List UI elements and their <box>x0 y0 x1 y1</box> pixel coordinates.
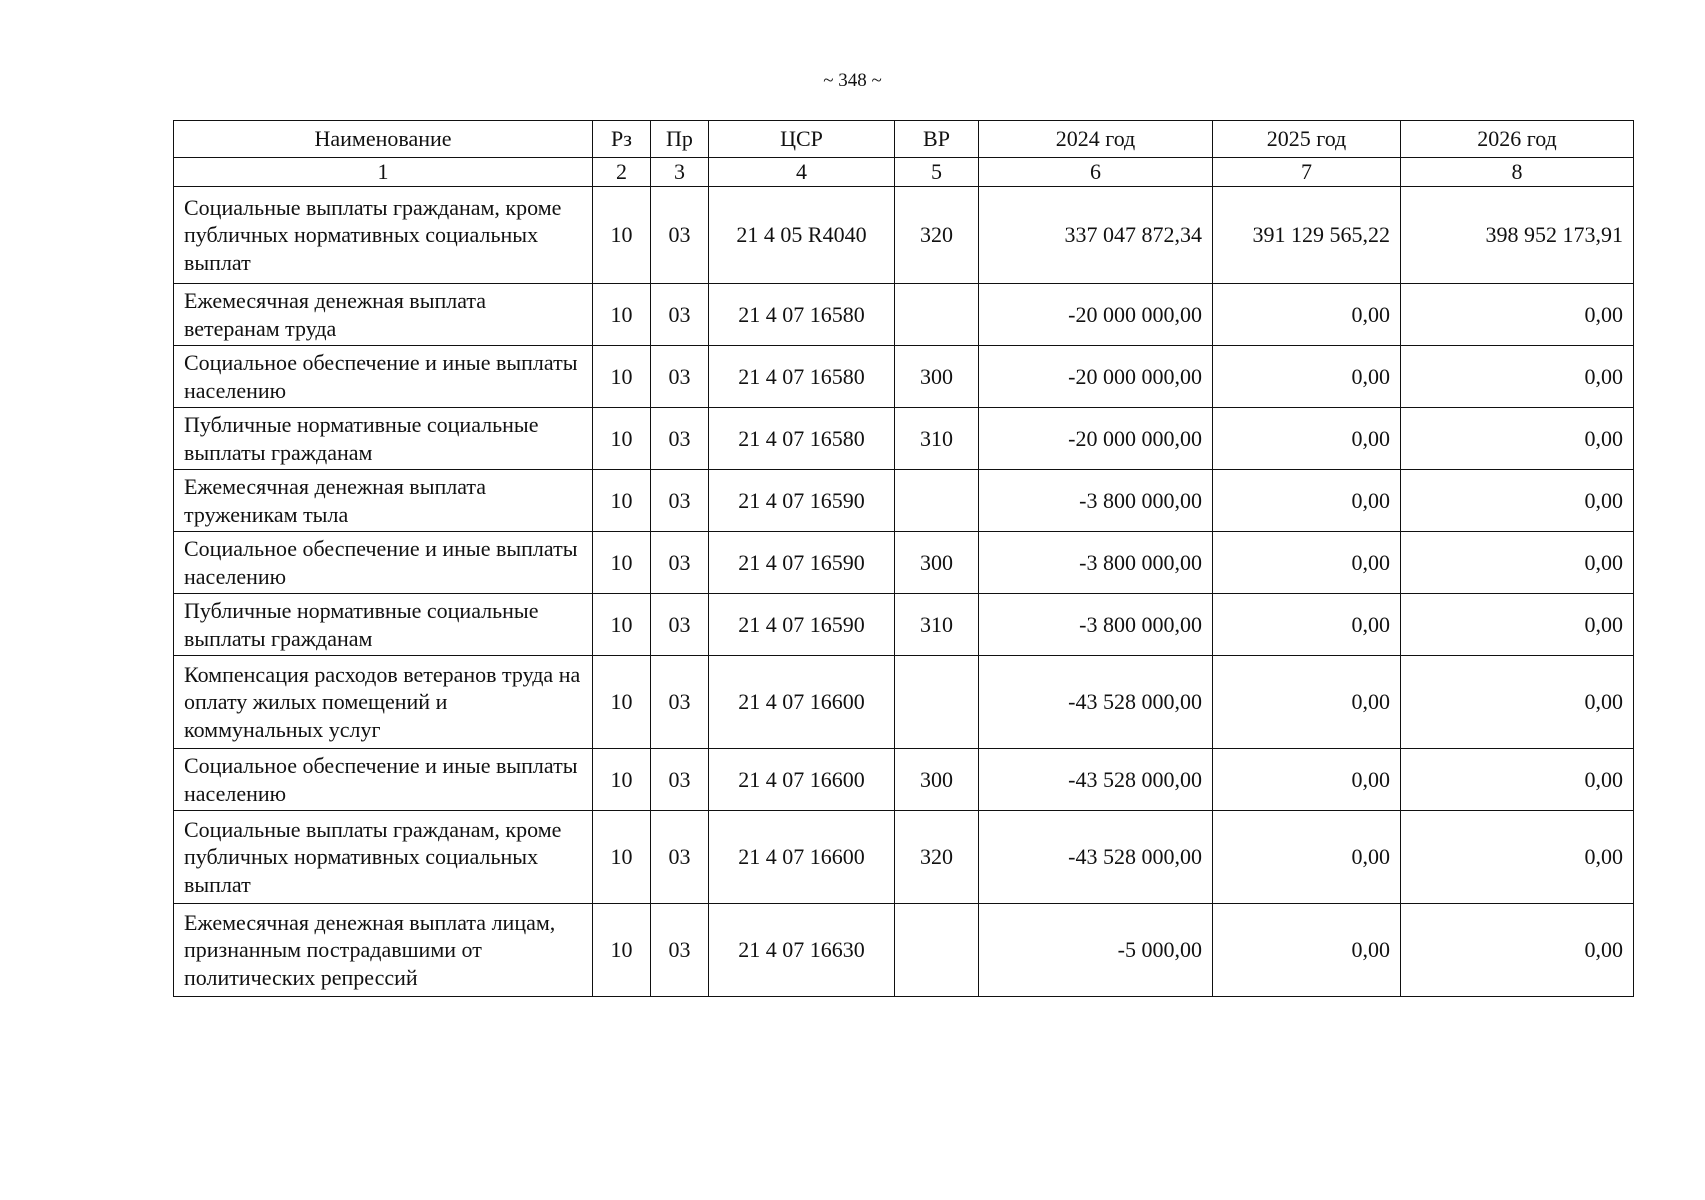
row-2024-cell: -43 528 000,00 <box>979 749 1213 811</box>
column-number: 2 <box>593 158 651 187</box>
header-pr: Пр <box>651 121 709 158</box>
row-2026-cell: 0,00 <box>1401 656 1634 749</box>
row-rz-cell: 10 <box>593 284 651 346</box>
row-name-cell: Публичные нормативные социальные выплаты гражданам <box>174 408 593 470</box>
row-csr-cell: 21 4 07 16580 <box>709 408 895 470</box>
row-vr-cell: 300 <box>895 346 979 408</box>
row-pr-cell: 03 <box>651 532 709 594</box>
table-row <box>174 904 1634 997</box>
row-name-cell: Социальные выплаты гражданам, кроме публичных нормативных социальных выплат <box>174 811 593 904</box>
header-csr: ЦСР <box>709 121 895 158</box>
row-csr-cell: 21 4 07 16600 <box>709 749 895 811</box>
table-row <box>174 749 1634 811</box>
row-2026-cell: 0,00 <box>1401 408 1634 470</box>
row-2025-cell: 0,00 <box>1213 656 1401 749</box>
row-name-cell: Социальное обеспечение и иные выплаты населению <box>174 532 593 594</box>
row-rz-cell: 10 <box>593 532 651 594</box>
row-name-cell: Ежемесячная денежная выплата ветеранам труда <box>174 284 593 346</box>
column-number: 6 <box>979 158 1213 187</box>
row-pr-cell: 03 <box>651 594 709 656</box>
row-name-cell: Социальное обеспечение и иные выплаты населению <box>174 749 593 811</box>
row-2026-cell: 0,00 <box>1401 594 1634 656</box>
row-2025-cell: 0,00 <box>1213 346 1401 408</box>
row-vr-cell <box>895 656 979 749</box>
row-2026-cell: 0,00 <box>1401 532 1634 594</box>
row-pr-cell: 03 <box>651 749 709 811</box>
row-2026-cell: 0,00 <box>1401 904 1634 997</box>
column-number: 3 <box>651 158 709 187</box>
column-number: 4 <box>709 158 895 187</box>
table-row <box>174 811 1634 904</box>
row-rz-cell: 10 <box>593 656 651 749</box>
row-vr-cell: 300 <box>895 532 979 594</box>
row-csr-cell: 21 4 07 16630 <box>709 904 895 997</box>
table-row <box>174 284 1634 346</box>
row-rz-cell: 10 <box>593 408 651 470</box>
page-number: ~ 348 ~ <box>823 70 882 91</box>
row-name-cell: Социальные выплаты гражданам, кроме публичных нормативных социальных выплат <box>174 187 593 284</box>
row-csr-cell: 21 4 07 16590 <box>709 594 895 656</box>
row-pr-cell: 03 <box>651 346 709 408</box>
row-rz-cell: 10 <box>593 811 651 904</box>
row-vr-cell: 300 <box>895 749 979 811</box>
row-rz-cell: 10 <box>593 187 651 284</box>
row-pr-cell: 03 <box>651 811 709 904</box>
column-number: 5 <box>895 158 979 187</box>
budget-table <box>173 120 1634 997</box>
row-rz-cell: 10 <box>593 470 651 532</box>
row-pr-cell: 03 <box>651 470 709 532</box>
table-row <box>174 532 1634 594</box>
row-2025-cell: 391 129 565,22 <box>1213 187 1401 284</box>
row-csr-cell: 21 4 07 16600 <box>709 811 895 904</box>
row-2025-cell: 0,00 <box>1213 811 1401 904</box>
column-number: 1 <box>174 158 593 187</box>
row-vr-cell: 310 <box>895 408 979 470</box>
row-2026-cell: 0,00 <box>1401 749 1634 811</box>
row-rz-cell: 10 <box>593 904 651 997</box>
row-rz-cell: 10 <box>593 594 651 656</box>
row-2026-cell: 0,00 <box>1401 346 1634 408</box>
row-pr-cell: 03 <box>651 187 709 284</box>
row-vr-cell <box>895 284 979 346</box>
row-2024-cell: -43 528 000,00 <box>979 656 1213 749</box>
table-row <box>174 346 1634 408</box>
row-2025-cell: 0,00 <box>1213 284 1401 346</box>
row-vr-cell: 310 <box>895 594 979 656</box>
row-csr-cell: 21 4 05 R4040 <box>709 187 895 284</box>
row-pr-cell: 03 <box>651 904 709 997</box>
row-2025-cell: 0,00 <box>1213 904 1401 997</box>
header-2025: 2025 год <box>1213 121 1401 158</box>
header-vr: ВР <box>895 121 979 158</box>
row-vr-cell: 320 <box>895 187 979 284</box>
row-2024-cell: -43 528 000,00 <box>979 811 1213 904</box>
row-2024-cell: -3 800 000,00 <box>979 594 1213 656</box>
row-pr-cell: 03 <box>651 408 709 470</box>
row-rz-cell: 10 <box>593 346 651 408</box>
row-name-cell: Компенсация расходов ветеранов труда на оплату жилых помещений и коммунальных услуг <box>174 656 593 749</box>
row-vr-cell <box>895 904 979 997</box>
column-number-row <box>174 158 1634 187</box>
row-2026-cell: 0,00 <box>1401 284 1634 346</box>
table-row <box>174 408 1634 470</box>
row-name-cell: Публичные нормативные социальные выплаты гражданам <box>174 594 593 656</box>
row-2026-cell: 0,00 <box>1401 811 1634 904</box>
header-2026: 2026 год <box>1401 121 1634 158</box>
header-rz: Рз <box>593 121 651 158</box>
row-csr-cell: 21 4 07 16600 <box>709 656 895 749</box>
row-name-cell: Социальное обеспечение и иные выплаты населению <box>174 346 593 408</box>
row-2026-cell: 0,00 <box>1401 470 1634 532</box>
row-2025-cell: 0,00 <box>1213 470 1401 532</box>
row-csr-cell: 21 4 07 16590 <box>709 470 895 532</box>
row-rz-cell: 10 <box>593 749 651 811</box>
row-2025-cell: 0,00 <box>1213 749 1401 811</box>
row-2025-cell: 0,00 <box>1213 408 1401 470</box>
row-vr-cell <box>895 470 979 532</box>
header-2024: 2024 год <box>979 121 1213 158</box>
row-vr-cell: 320 <box>895 811 979 904</box>
row-pr-cell: 03 <box>651 284 709 346</box>
row-2026-cell: 398 952 173,91 <box>1401 187 1634 284</box>
row-name-cell: Ежемесячная денежная выплата труженикам тыла <box>174 470 593 532</box>
table-row <box>174 470 1634 532</box>
row-2024-cell: -3 800 000,00 <box>979 532 1213 594</box>
row-2025-cell: 0,00 <box>1213 532 1401 594</box>
row-2024-cell: -20 000 000,00 <box>979 284 1213 346</box>
column-number: 8 <box>1401 158 1634 187</box>
table-row <box>174 187 1634 284</box>
row-2024-cell: -3 800 000,00 <box>979 470 1213 532</box>
row-2024-cell: -20 000 000,00 <box>979 408 1213 470</box>
row-2025-cell: 0,00 <box>1213 594 1401 656</box>
column-number: 7 <box>1213 158 1401 187</box>
row-2024-cell: -5 000,00 <box>979 904 1213 997</box>
table-row <box>174 656 1634 749</box>
row-name-cell: Ежемесячная денежная выплата лицам, признанным пострадавшими от политических репрессий <box>174 904 593 997</box>
row-2024-cell: -20 000 000,00 <box>979 346 1213 408</box>
row-pr-cell: 03 <box>651 656 709 749</box>
table-header-row <box>174 121 1634 158</box>
row-2024-cell: 337 047 872,34 <box>979 187 1213 284</box>
row-csr-cell: 21 4 07 16590 <box>709 532 895 594</box>
header-name: Наименование <box>174 121 593 158</box>
table-row <box>174 594 1634 656</box>
row-csr-cell: 21 4 07 16580 <box>709 346 895 408</box>
row-csr-cell: 21 4 07 16580 <box>709 284 895 346</box>
